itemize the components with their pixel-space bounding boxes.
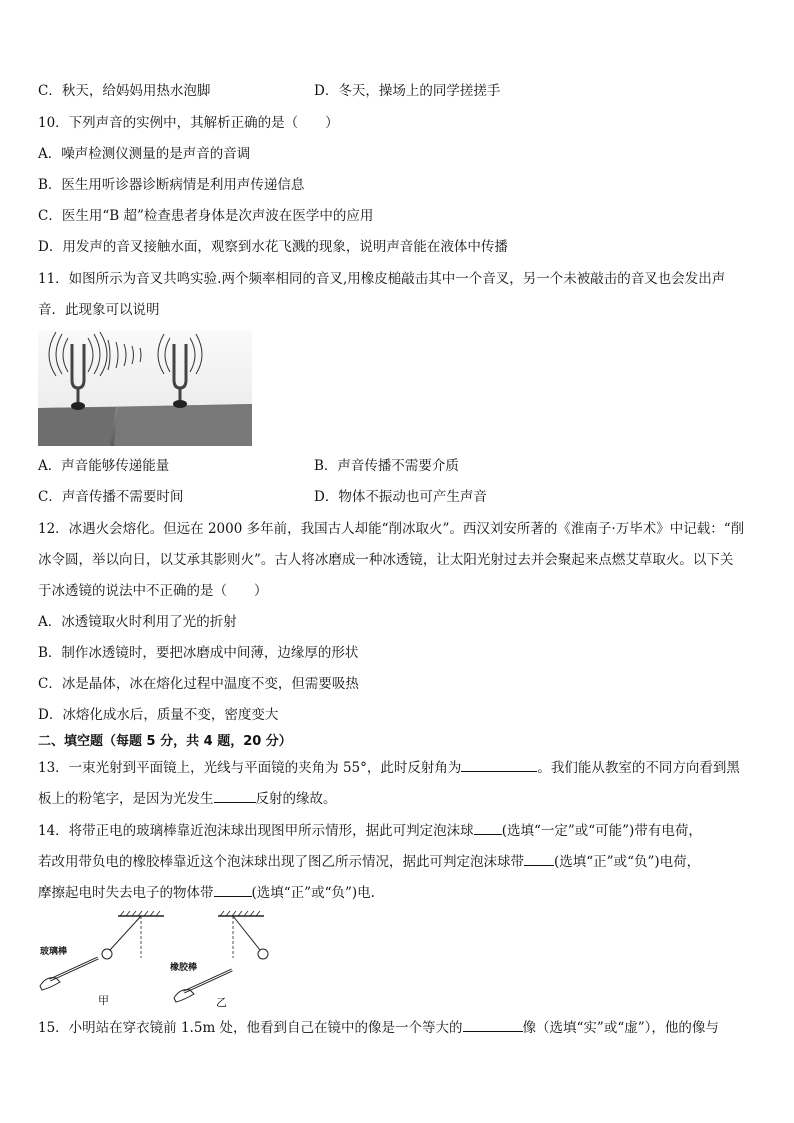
- figure-a: [40, 911, 164, 1007]
- q13-text-part3: 板上的粉笔字，是因为光发生: [38, 791, 214, 807]
- q13-blank-reflection-angle[interactable]: [461, 759, 537, 772]
- glass-rod-label: 玻璃棒: [40, 947, 68, 957]
- q10-option-a: A．噪声检测仪测量的是声音的音调: [38, 146, 251, 162]
- q11-stem-line2: 音．此现象可以说明: [38, 302, 160, 318]
- figure-b: [170, 911, 268, 1008]
- q12-stem-line3: 于冰透镜的说法中不正确的是（ ）: [38, 583, 268, 599]
- q14-blank-certainty[interactable]: [474, 822, 502, 835]
- q13-text-part1: 13．一束光射到平面镜上，光线与平面镜的夹角为 55°，此时反射角为: [38, 760, 462, 776]
- q15-text-part1: 15．小明站在穿衣镜前 1.5m 处，他看到自己在镜中的像是一个等大的: [38, 1020, 463, 1036]
- q12-stem-line1: 12．冰遇火会熔化。但远在 2000 多年前，我国古人却能“削冰取火”。西汉刘安所著的《淮南子·万毕术》中记载：“削: [38, 521, 745, 537]
- q9-option-d: D．冬天，操场上的同学搓搓手: [314, 83, 501, 99]
- q10-option-c: C．医生用“B 超”检查患者身体是次声波在医学中的应用: [38, 208, 374, 224]
- q11-option-a: A．声音能够传递能量: [38, 458, 170, 474]
- q14-text-l1a: 14．将带正电的玻璃棒靠近泡沫球出现图甲所示情形，据此可判定泡沫球: [38, 823, 474, 839]
- q11-option-d: D．物体不振动也可产生声音: [314, 489, 487, 505]
- q14-blank-ball-charge[interactable]: [524, 853, 554, 866]
- q13-blank-reflection-type[interactable]: [214, 790, 256, 803]
- q15-line1: [38, 1019, 719, 1037]
- q12-option-a: A．冰透镜取火时利用了光的折射: [38, 614, 237, 630]
- q14-text-l2b: (选填“正”或“负”)电荷，: [554, 854, 701, 870]
- rubber-rod-label: 橡胶棒: [170, 963, 198, 973]
- q14-text-l2a: 若改用带负电的橡胶棒靠近这个泡沫球出现了图乙所示情况，据此可判定泡沫球带: [38, 854, 524, 870]
- q10-option-b: B．医生用听诊器诊断病情是利用声传递信息: [38, 177, 305, 193]
- q12-stem-line2: 冰令圆，举以向日，以艾承其影则火”。古人将冰磨成一种冰透镜，让太阳光射过去并会聚起来点燃艾草取火。以下关: [38, 552, 734, 568]
- q11-stem-line1: 11．如图所示为音叉共鸣实验.两个频率相同的音叉,用橡皮槌敲击其中一个音叉，另一个未被敲击的音叉也会发出声: [38, 271, 726, 287]
- q12-option-b: B．制作冰透镜时，要把冰磨成中间薄，边缘厚的形状: [38, 645, 359, 661]
- q13-text-part4: 反射的缘故。: [255, 791, 337, 807]
- q9-option-c: C．秋天，给妈妈用热水泡脚: [38, 83, 211, 99]
- figure-b-label: 乙: [216, 996, 227, 1008]
- q11-option-b: B．声音传播不需要介质: [314, 458, 459, 474]
- q12-option-d: D．冰熔化成水后，质量不变，密度变大: [38, 707, 279, 723]
- charged-ball-illustration: [36, 910, 286, 1008]
- section-heading-fill-blank: 二、填空题（每题 5 分，共 4 题，20 分）: [38, 734, 292, 749]
- q14-text-l3a: 摩擦起电时失去电子的物体带: [38, 885, 214, 901]
- q13-line1: [38, 759, 740, 777]
- q11-option-c: C．声音传播不需要时间: [38, 489, 184, 505]
- q14-line1: [38, 822, 702, 840]
- q14-line3: [38, 884, 375, 902]
- tuning-fork-figure: [38, 330, 252, 450]
- q13-line2: [38, 790, 337, 808]
- figure-a-label: 甲: [98, 994, 109, 1007]
- q10-option-d: D．用发声的音叉接触水面，观察到水花飞溅的现象，说明声音能在液体中传播: [38, 239, 508, 255]
- q14-line2: [38, 853, 700, 871]
- tuning-fork-illustration: [38, 330, 252, 446]
- q13-text-part2: 。我们能从教室的不同方向看到黑: [537, 760, 740, 776]
- charged-ball-figure: [36, 910, 286, 1012]
- q14-text-l3b: (选填“正”或“负”)电.: [251, 885, 375, 901]
- q15-text-part2: 像（选填“实”或“虚”），他的像与: [522, 1020, 719, 1036]
- q14-blank-lost-electron-charge[interactable]: [214, 884, 252, 897]
- q15-blank-image-type[interactable]: [463, 1019, 523, 1032]
- q14-text-l1b: (选填“一定”或“可能”)带有电荷，: [501, 823, 702, 839]
- q12-option-c: C．冰是晶体，冰在熔化过程中温度不变，但需要吸热: [38, 676, 359, 692]
- q10-stem: 10．下列声音的实例中，其解析正确的是（ ）: [38, 115, 339, 131]
